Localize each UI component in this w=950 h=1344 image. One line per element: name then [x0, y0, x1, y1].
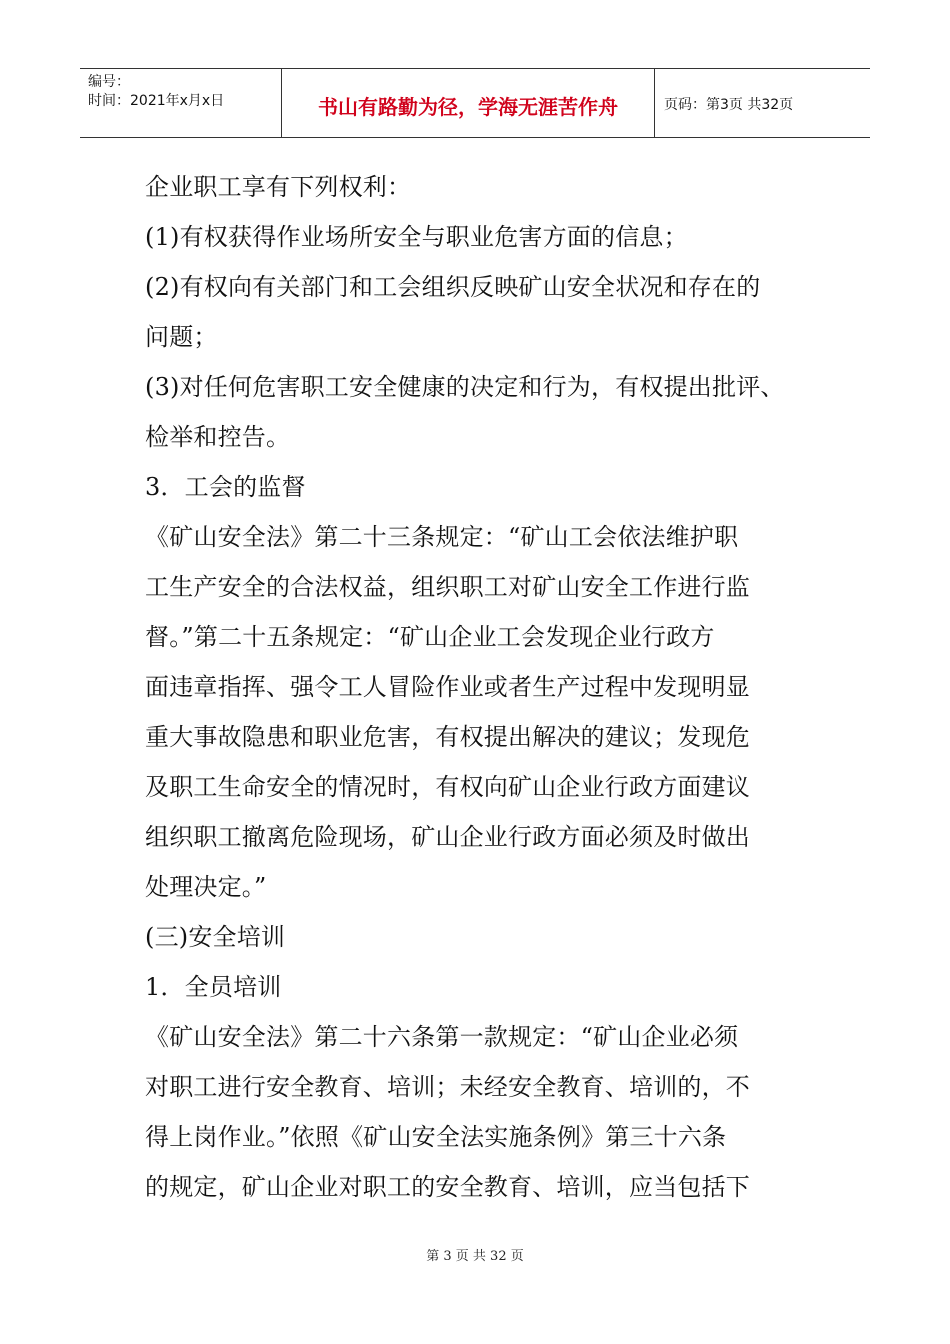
- body-line: 问题；: [145, 323, 218, 351]
- body-line: (2)有权向有关部门和工会组织反映矿山安全状况和存在的: [145, 273, 761, 301]
- body-line: 《矿山安全法》第二十六条第一款规定：“矿山企业必须: [145, 1023, 739, 1051]
- body-line: 企业职工享有下列权利：: [145, 173, 412, 201]
- body-line: 检举和控告。: [145, 423, 291, 451]
- body-line: 组织职工撤离危险现场，矿山企业行政方面必须及时做出: [145, 823, 750, 851]
- page-footer: 第 3 页 共 32 页: [426, 1249, 524, 1264]
- body-line: 及职工生命安全的情况时，有权向矿山企业行政方面建议: [145, 773, 750, 801]
- header-meta: [80, 69, 282, 137]
- body-line: 工生产安全的合法权益，组织职工对矿山安全工作进行监: [145, 573, 750, 601]
- section-heading: 1．全员培训: [145, 973, 282, 1001]
- body-line: 处理决定。”: [145, 873, 267, 901]
- body-line: 《矿山安全法》第二十三条规定：“矿山工会依法维护职: [145, 523, 739, 551]
- document-header: [80, 68, 870, 138]
- number-label: 编号：: [88, 74, 130, 90]
- header-page-info: 页码：第3页 共32页: [664, 97, 794, 113]
- body-line: 督。”第二十五条规定：“矿山企业工会发现企业行政方: [145, 623, 715, 651]
- body-line: (3)对任何危害职工安全健康的决定和行为，有权提出批评、: [145, 373, 785, 401]
- document-body: [145, 162, 815, 1212]
- header-motto: 书山有路勤为径，学海无涯苦作舟: [282, 69, 655, 137]
- section-heading: (三)安全培训: [145, 923, 286, 951]
- body-line: 的规定，矿山企业对职工的安全教育、培训，应当包括下: [145, 1173, 750, 1201]
- section-heading: 3．工会的监督: [145, 473, 306, 501]
- time-label: 时间：2021年x月x日: [88, 93, 225, 109]
- body-line: 重大事故隐患和职业危害，有权提出解决的建议；发现危: [145, 723, 750, 751]
- body-line: 得上岗作业。”依照《矿山安全法实施条例》第三十六条: [145, 1123, 727, 1151]
- body-line: (1)有权获得作业场所安全与职业危害方面的信息；: [145, 223, 688, 251]
- body-line: 对职工进行安全教育、培训；未经安全教育、培训的，不: [145, 1073, 750, 1101]
- body-line: 面违章指挥、强令工人冒险作业或者生产过程中发现明显: [145, 673, 750, 701]
